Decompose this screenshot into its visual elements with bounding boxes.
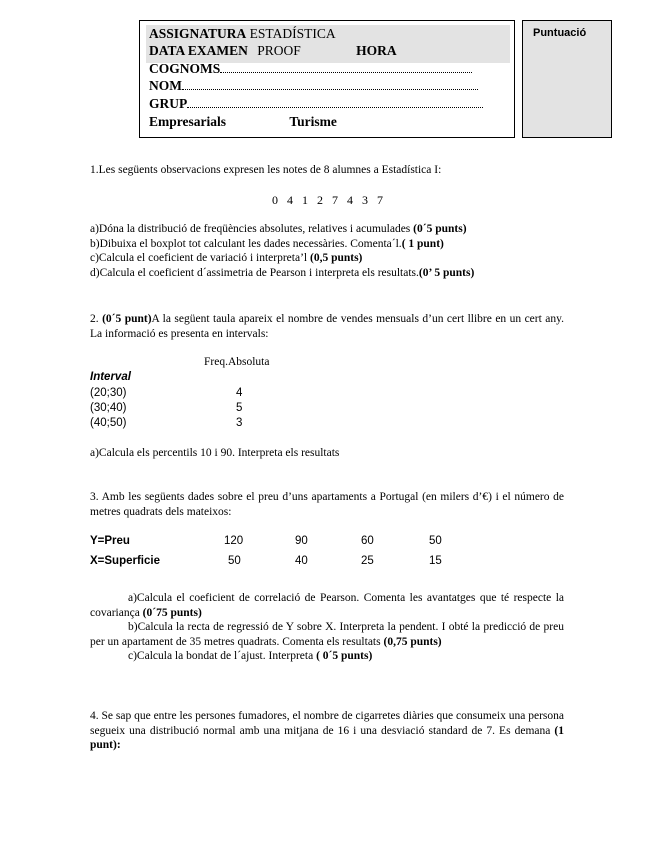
q3-part-c <box>90 649 564 664</box>
q2-intro-text: A la següent taula apareix el nombre de vendes mensuals d’un cert llibre en un cert any. La informació es presenta en intervals: <box>90 313 564 340</box>
q3-part-b <box>90 620 564 649</box>
q2-row-interval-3: (40;50) <box>90 417 127 429</box>
q4-intro <box>90 709 564 753</box>
q2-part-a: a)Calcula els percentils 10 i 90. Interpreta els resultats <box>90 447 340 459</box>
q3-part-a <box>90 591 564 620</box>
q3-x-value-1: 50 <box>228 555 241 567</box>
score-box <box>522 20 612 138</box>
q3-x-value-4: 15 <box>429 555 442 567</box>
q1-a-text: a)Dóna la distribució de freqüències absolutes, relatives i acumulades <box>90 223 414 235</box>
q3-a-text: a)Calcula el coeficient de correlació de Pearson. Comenta les avantatges que té respecte la covariança <box>90 592 564 619</box>
degree-empresarials: Empresarials <box>149 114 226 129</box>
q3-parts <box>90 591 564 664</box>
group-line <box>149 96 483 112</box>
q1-c-text: c)Calcula el coeficient de variació i interpreta’l <box>90 252 310 264</box>
q1-part-d <box>90 266 564 281</box>
name-label: NOM <box>149 78 182 93</box>
q3-x-label: X=Superficie <box>90 555 160 567</box>
degree-turisme: Turisme <box>289 114 337 129</box>
q1-b-points: ( 1 punt) <box>401 237 444 250</box>
q3-c-text: c)Calcula la bondat de l´ajust. Interpreta <box>128 650 317 662</box>
q4-intro-text: 4. Se sap que entre les persones fumadores, el nombre de cigarretes diàries que consumeix una persona segueix una distribució normal amb una mitjana de 16 i una desviació standard de 7. Es demana <box>90 710 564 737</box>
degree-line <box>149 114 337 130</box>
exam-date-line <box>149 43 397 59</box>
q3-b-points: (0,75 punts) <box>383 635 442 648</box>
q3-y-label: Y=Preu <box>90 535 130 547</box>
q1-b-text: b)Dibuixa el boxplot tot calculant les dades necessàries. Comenta´l. <box>90 237 402 250</box>
q1-intro: 1.Les següents observacions expresen les notes de 8 alumnes a Estadística I: <box>90 164 442 176</box>
subject-line <box>149 26 336 42</box>
exam-date-label: DATA EXAMEN <box>149 43 248 58</box>
q1-c-points: (0,5 punts) <box>309 252 363 264</box>
q2-row-freq-1: 4 <box>236 387 243 399</box>
q2-intro <box>90 312 564 341</box>
q1-part-b <box>90 237 564 252</box>
q2-points: (0´5 punt) <box>102 313 152 325</box>
q2-row-interval-2: (30;40) <box>90 402 127 414</box>
q3-b-text: b)Calcula la recta de regressió de Y sobre X. Interpreta la pendent. I obté la predicció de preu per un apartament de 35 metres quadrats. Comenta els resultats <box>90 621 564 648</box>
q1-data: 0 4 1 2 7 4 3 7 <box>272 193 383 207</box>
q2-row-freq-2: 5 <box>236 402 243 414</box>
q1-a-points: (0´5 punts) <box>413 223 467 235</box>
surnames-label: COGNOMS <box>149 61 221 76</box>
q4-points: (1 punt): <box>90 724 564 751</box>
q3-c-points: ( 0´5 punts) <box>316 650 373 662</box>
q3-x-value-3: 25 <box>361 555 374 567</box>
q2-number: 2. <box>90 313 103 325</box>
q2-col-freq: Freq.Absoluta <box>204 356 270 368</box>
exam-date-value: PROOF <box>257 43 301 58</box>
q2-row-interval-1: (20;30) <box>90 387 127 399</box>
q1-d-text: d)Calcula el coeficient d´assimetria de Pearson i interpreta els resultats. <box>90 266 419 279</box>
q3-a-points: (0´75 punts) <box>142 606 202 619</box>
q3-y-value-1: 120 <box>224 535 244 547</box>
q3-y-value-4: 50 <box>429 535 442 547</box>
name-line <box>149 78 478 94</box>
score-label: Puntuació <box>533 27 587 39</box>
exam-header-box <box>139 20 515 138</box>
q1-d-points: (0’ 5 punts) <box>418 266 475 279</box>
subject-value: ESTADÍSTICA <box>249 26 336 41</box>
group-field[interactable] <box>187 99 483 108</box>
q2-col-interval: Interval <box>90 371 131 383</box>
subject-label: ASSIGNATURA <box>149 26 247 41</box>
q3-intro: 3. Amb les següents dades sobre el preu d’uns apartaments a Portugal (en milers d’€) i el número de metres quadrats dels mateixos: <box>90 491 564 518</box>
q1-part-c <box>90 251 564 266</box>
q1-part-a <box>90 222 564 237</box>
q1-parts <box>90 222 564 280</box>
surnames-field[interactable] <box>220 64 472 73</box>
surnames-line <box>149 61 472 77</box>
q3-x-value-2: 40 <box>295 555 308 567</box>
group-label: GRUP <box>149 96 188 111</box>
time-label: HORA <box>356 43 397 58</box>
q2-row-freq-3: 3 <box>236 417 243 429</box>
q3-y-value-2: 90 <box>295 535 308 547</box>
name-field[interactable] <box>182 81 478 90</box>
q3-y-value-3: 60 <box>361 535 374 547</box>
